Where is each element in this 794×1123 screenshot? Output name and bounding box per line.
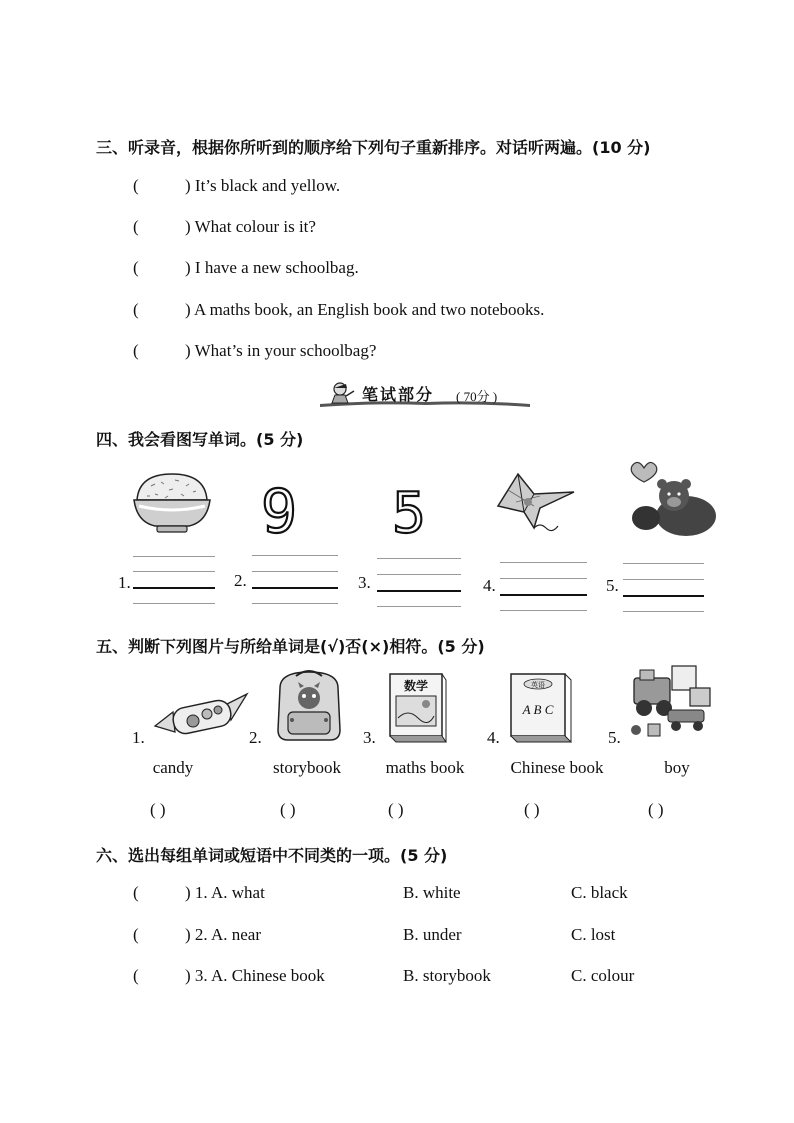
judge-item-1-number: 1.: [132, 728, 145, 747]
banner-title: 笔试部分: [362, 385, 435, 404]
judge-item-2-number: 2.: [249, 728, 262, 747]
chinese-book-letters: A B C: [522, 702, 554, 717]
write-line[interactable]: [377, 574, 461, 575]
judge-answer-4[interactable]: ( ): [524, 800, 540, 819]
section3-item-3: ( ) I have a new schoolbag.: [133, 258, 359, 277]
choice-row-1: ( ) 1. A. what: [133, 883, 265, 902]
choice-row-2: ( ) 2. A. near: [133, 925, 262, 944]
judge-answer-1[interactable]: ( ): [150, 800, 166, 819]
mascot-icon: [332, 383, 354, 403]
write-line[interactable]: [500, 562, 587, 563]
judge-item-4-number: 4.: [487, 728, 500, 747]
chinese-book-picture: [507, 670, 575, 746]
judge-answer-2[interactable]: ( ): [280, 800, 296, 819]
toys-picture: [628, 660, 716, 744]
maths-book-title: 数学: [403, 679, 429, 693]
choice-row-3-c: C. colour: [571, 966, 635, 985]
judge-answer-3[interactable]: ( ): [388, 800, 404, 819]
write-line[interactable]: [500, 610, 587, 611]
choice-row-2-c: C. lost: [571, 925, 616, 944]
write-item-2-number: 2.: [234, 571, 247, 590]
section3-item-4: ( ) A maths book, an English book and two notebooks.: [133, 300, 545, 319]
judge-word-4: Chinese book: [510, 758, 604, 777]
judge-word-2: storybook: [273, 758, 341, 777]
write-line[interactable]: [623, 579, 704, 580]
digit-nine-text: 9: [260, 477, 298, 547]
write-line[interactable]: [133, 556, 215, 557]
write-baseline[interactable]: [377, 590, 461, 592]
write-line[interactable]: [623, 611, 704, 612]
choice-row-3: ( ) 3. A. Chinese book: [133, 966, 325, 985]
schoolbag-picture: [270, 668, 348, 744]
write-line[interactable]: [252, 603, 338, 604]
section3-item-5: ( ) What’s in your schoolbag?: [133, 341, 377, 360]
judge-word-3: maths book: [385, 758, 465, 777]
choice-row-1-c: C. black: [571, 883, 628, 902]
judge-word-1: candy: [152, 758, 194, 777]
section5-heading: 五、判断下列图片与所给单词是(√)否(×)相符。(5 分): [96, 637, 485, 656]
write-item-3-number: 3.: [358, 573, 371, 592]
judge-item-5-number: 5.: [608, 728, 621, 747]
judge-word-5: boy: [664, 758, 690, 777]
banner-score: ( 70分 ): [456, 389, 498, 404]
maths-book-picture: [386, 670, 448, 746]
bear-with-heart-picture: [624, 456, 716, 536]
choice-row-1-b: B. white: [403, 883, 461, 902]
write-baseline[interactable]: [133, 587, 215, 589]
section4-heading: 四、我会看图写单词。(5 分): [96, 430, 304, 449]
section6-heading: 六、选出每组单词或短语中不同类的一项。(5 分): [96, 846, 448, 865]
rice-bowl-picture: [131, 470, 213, 536]
write-line[interactable]: [623, 563, 704, 564]
write-baseline[interactable]: [623, 595, 704, 597]
write-line[interactable]: [252, 571, 338, 572]
write-line[interactable]: [377, 606, 461, 607]
chinese-book-title: 英语: [531, 681, 545, 689]
write-item-1-number: 1.: [118, 573, 131, 592]
kite-picture: [494, 466, 578, 532]
section3-item-1: ( ) It’s black and yellow.: [133, 176, 341, 195]
write-line[interactable]: [133, 571, 215, 572]
digit-five-text: 5: [392, 481, 426, 546]
write-baseline[interactable]: [500, 594, 587, 596]
choice-row-3-b: B. storybook: [403, 966, 491, 985]
judge-answer-5[interactable]: ( ): [648, 800, 664, 819]
write-line[interactable]: [500, 578, 587, 579]
write-item-5-number: 5.: [606, 576, 619, 595]
candy-picture: [153, 686, 249, 742]
choice-row-2-b: B. under: [403, 925, 462, 944]
written-part-banner: [318, 380, 533, 410]
digit-nine-picture: [260, 477, 298, 547]
write-line[interactable]: [377, 558, 461, 559]
section3-heading: 三、听录音，根据你所听到的顺序给下列句子重新排序。对话听两遍。(10 分): [96, 138, 651, 157]
write-line[interactable]: [133, 603, 215, 604]
digit-five-picture: [392, 481, 426, 546]
write-line[interactable]: [252, 555, 338, 556]
write-item-4-number: 4.: [483, 576, 496, 595]
heart-icon: [631, 462, 657, 482]
judge-item-3-number: 3.: [363, 728, 376, 747]
section3-item-2: ( ) What colour is it?: [133, 217, 316, 236]
write-baseline[interactable]: [252, 587, 338, 589]
